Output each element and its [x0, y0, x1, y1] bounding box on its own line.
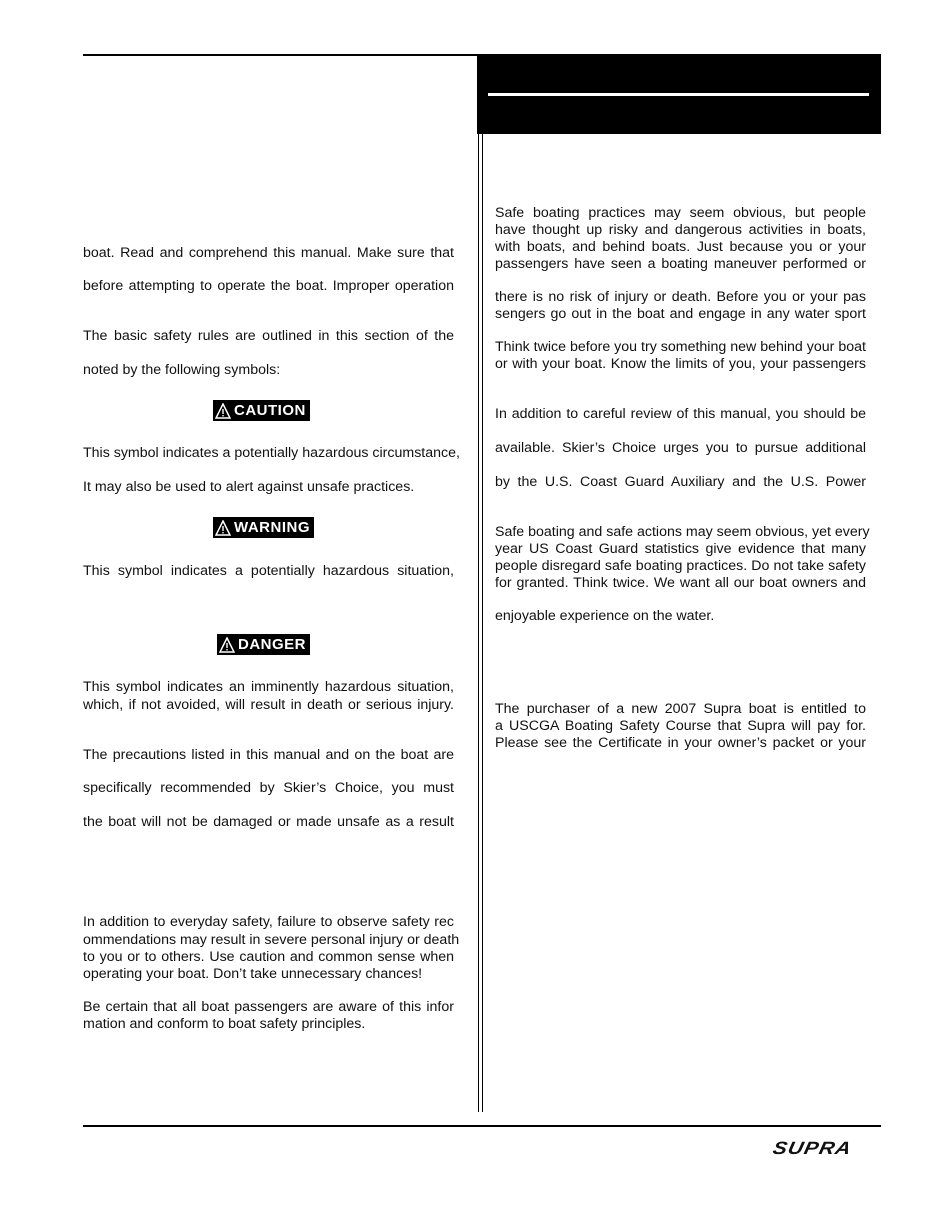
left-column-line: which, if not avoided, will result in death or serious injury. — [83, 697, 454, 713]
left-column-line: operating your boat. Don’t take unnecessary chances! — [83, 966, 423, 982]
left-column-line: mation and conform to boat safety principles. — [83, 1016, 366, 1032]
right-column-line: or with your boat. Know the limits of you, your passengers — [495, 356, 866, 372]
left-column-line: Be certain that all boat passengers are aware of this infor — [83, 999, 454, 1015]
left-column-line: specifically recommended by Skier’s Choice, you must — [83, 780, 454, 796]
right-column-line: The purchaser of a new 2007 Supra boat is entitled to — [495, 701, 866, 717]
left-column-line: This symbol indicates an imminently hazardous situation, — [83, 679, 454, 695]
right-column-line: Think twice before you try something new behind your boat — [495, 339, 866, 355]
right-column-line: people disregard safe boating practices. Do not take safety — [495, 558, 866, 574]
left-column-line: The basic safety rules are outlined in this section of the — [83, 328, 454, 344]
right-column-line: In addition to careful review of this manual, you should be — [495, 406, 866, 422]
right-column-line: Safe boating and safe actions may seem obvious, yet every — [495, 524, 870, 540]
left-column-line: This symbol indicates a potentially hazardous circumstance, — [83, 445, 460, 461]
warning-triangle-icon — [219, 637, 235, 653]
left-column-line: before attempting to operate the boat. Improper operation — [83, 278, 454, 294]
right-column-line: by the U.S. Coast Guard Auxiliary and the U.S. Power — [495, 474, 866, 490]
right-column-line: Safe boating practices may seem obvious, but people — [495, 205, 866, 221]
right-column-line: passengers have seen a boating maneuver performed or — [495, 256, 866, 272]
left-column-line: The precautions listed in this manual and on the boat are — [83, 747, 454, 763]
warning-triangle-icon — [215, 403, 231, 419]
supra-logo: SUPRA — [771, 1138, 854, 1159]
left-column-line: In addition to everyday safety, failure to observe safety rec — [83, 914, 454, 930]
right-column-line: for granted. Think twice. We want all our boat owners and — [495, 575, 866, 591]
section-header-line — [488, 93, 869, 96]
warning-label: WARNING — [234, 519, 310, 536]
right-column-line: Please see the Certificate in your owner’s packet or your — [495, 735, 866, 751]
right-column-line: have thought up risky and dangerous activities in boats, — [495, 222, 866, 238]
left-column-line: boat. Read and comprehend this manual. Make sure that — [83, 245, 454, 261]
right-column-line: there is no risk of injury or death. Before you or your pas — [495, 289, 866, 305]
left-column-line: It may also be used to alert against unsafe practices. — [83, 479, 415, 495]
left-column-line: noted by the following symbols: — [83, 362, 281, 378]
left-column-line: the boat will not be damaged or made unsafe as a result — [83, 814, 454, 830]
danger-badge — [217, 634, 310, 655]
warning-triangle-icon — [215, 520, 231, 536]
column-divider — [478, 134, 479, 1112]
left-column-line: to you or to others. Use caution and common sense when — [83, 949, 454, 965]
right-column-line: a USCGA Boating Safety Course that Supra will pay for. — [495, 718, 866, 734]
left-column-line: ommendations may result in severe personal injury or death — [83, 932, 460, 948]
column-divider-2 — [482, 134, 483, 1112]
warning-badge — [213, 517, 314, 538]
caution-badge — [213, 400, 310, 421]
bottom-rule — [83, 1125, 881, 1127]
caution-label: CAUTION — [234, 402, 306, 419]
right-column-line: available. Skier’s Choice urges you to pursue additional — [495, 440, 866, 456]
right-column-line: with boats, and behind boats. Just because you or your — [495, 239, 866, 255]
right-column-line: year US Coast Guard statistics give evidence that many — [495, 541, 866, 557]
right-column-line: enjoyable experience on the water. — [495, 608, 715, 624]
danger-label: DANGER — [238, 636, 307, 653]
right-column-line: sengers go out in the boat and engage in any water sport — [495, 306, 866, 322]
left-column-line: This symbol indicates a potentially hazardous situation, — [83, 563, 454, 579]
